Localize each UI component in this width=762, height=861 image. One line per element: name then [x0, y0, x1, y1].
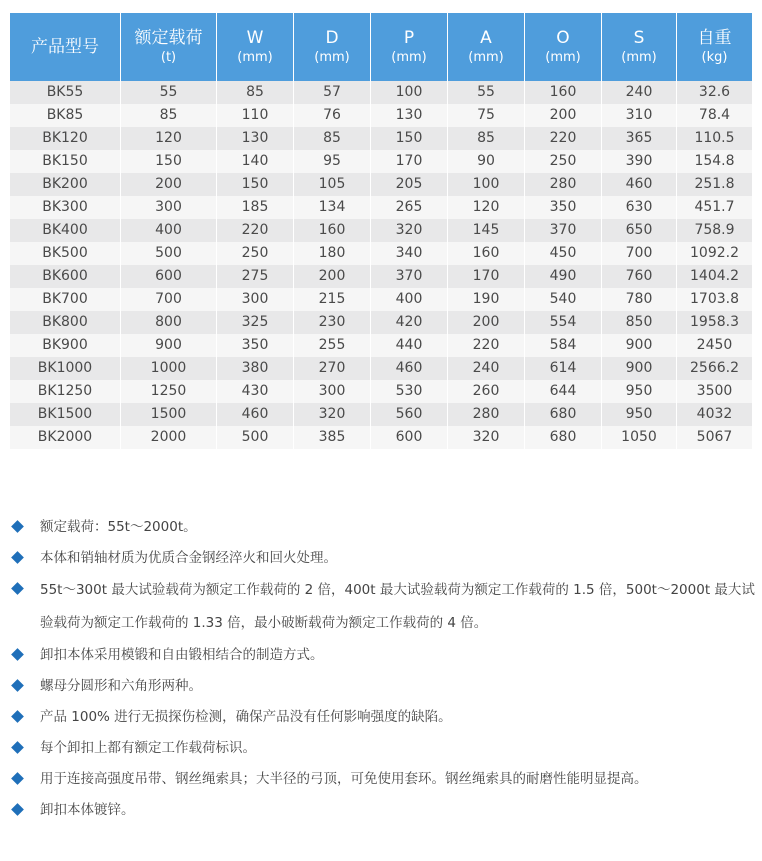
table-cell: 800: [121, 311, 217, 334]
table-cell: 1250: [121, 380, 217, 403]
table-header: [10, 13, 752, 81]
table-cell: 205: [371, 173, 448, 196]
table-row: [10, 265, 752, 288]
table-cell: 325: [217, 311, 294, 334]
table-cell: 32.6: [677, 81, 752, 104]
table-cell: 430: [217, 380, 294, 403]
table-cell: 380: [217, 357, 294, 380]
table-cell: 2450: [677, 334, 752, 357]
column-header-label: 产品型号: [31, 37, 99, 57]
table-cell: 530: [371, 380, 448, 403]
table-cell: 220: [217, 219, 294, 242]
diamond-bullet-icon: [11, 679, 24, 692]
table-cell: 950: [602, 403, 677, 426]
table-cell: 160: [448, 242, 525, 265]
table-row: [10, 311, 752, 334]
table-cell: 900: [121, 334, 217, 357]
table-cell: 215: [294, 288, 371, 311]
table-cell: 200: [448, 311, 525, 334]
model-cell: BK1250: [10, 380, 121, 403]
table-cell: 320: [371, 219, 448, 242]
table-cell: 130: [371, 104, 448, 127]
table-cell: 680: [525, 403, 602, 426]
table-cell: 554: [525, 311, 602, 334]
table-cell: 300: [294, 380, 371, 403]
note-item: [10, 764, 755, 795]
feature-notes: [10, 512, 755, 826]
table-row: [10, 242, 752, 265]
model-cell: BK400: [10, 219, 121, 242]
table-cell: 300: [217, 288, 294, 311]
table-cell: 230: [294, 311, 371, 334]
column-header: [602, 13, 677, 81]
table-cell: 240: [448, 357, 525, 380]
table-cell: 150: [121, 150, 217, 173]
note-item: [10, 543, 755, 574]
table-cell: 1500: [121, 403, 217, 426]
table-cell: 460: [371, 357, 448, 380]
diamond-bullet-icon: [11, 741, 24, 754]
table-cell: 190: [448, 288, 525, 311]
table-cell: 320: [448, 426, 525, 449]
table-cell: 160: [294, 219, 371, 242]
header-row: [10, 13, 752, 81]
note-item: [10, 795, 755, 826]
table-cell: 584: [525, 334, 602, 357]
table-cell: 275: [217, 265, 294, 288]
table-cell: 630: [602, 196, 677, 219]
column-header-label: O: [556, 28, 570, 48]
table-cell: 280: [448, 403, 525, 426]
model-cell: BK300: [10, 196, 121, 219]
table-cell: 400: [121, 219, 217, 242]
table-cell: 1404.2: [677, 265, 752, 288]
note-text: 额定载荷：55t～2000t。: [40, 519, 197, 535]
column-header: [217, 13, 294, 81]
table-cell: 440: [371, 334, 448, 357]
model-cell: BK800: [10, 311, 121, 334]
table-cell: 85: [448, 127, 525, 150]
table-row: [10, 173, 752, 196]
table-cell: 700: [602, 242, 677, 265]
table-cell: 100: [371, 81, 448, 104]
model-cell: BK500: [10, 242, 121, 265]
note-text: 卸扣本体采用模锻和自由锻相结合的制造方式。: [40, 647, 324, 663]
table-cell: 350: [217, 334, 294, 357]
column-header-unit: (mm): [237, 50, 273, 65]
table-cell: 1000: [121, 357, 217, 380]
column-header: [525, 13, 602, 81]
table-cell: 251.8: [677, 173, 752, 196]
table-cell: 680: [525, 426, 602, 449]
table-cell: 180: [294, 242, 371, 265]
model-cell: BK150: [10, 150, 121, 173]
table-cell: 600: [121, 265, 217, 288]
column-header-label: 额定载荷: [134, 28, 203, 48]
table-cell: 780: [602, 288, 677, 311]
model-cell: BK900: [10, 334, 121, 357]
column-header-unit: (mm): [621, 50, 657, 65]
table-cell: 55: [448, 81, 525, 104]
table-cell: 365: [602, 127, 677, 150]
table-row: [10, 81, 752, 104]
table-cell: 850: [602, 311, 677, 334]
table-cell: 250: [525, 150, 602, 173]
table-row: [10, 334, 752, 357]
table-cell: 145: [448, 219, 525, 242]
table-cell: 5067: [677, 426, 752, 449]
table-cell: 100: [448, 173, 525, 196]
table-row: [10, 357, 752, 380]
table-cell: 260: [448, 380, 525, 403]
table-cell: 255: [294, 334, 371, 357]
table-cell: 451.7: [677, 196, 752, 219]
model-cell: BK120: [10, 127, 121, 150]
column-header: [448, 13, 525, 81]
table-cell: 490: [525, 265, 602, 288]
note-text: 每个卸扣上都有额定工作载荷标识。: [40, 740, 256, 756]
table-row: [10, 104, 752, 127]
table-cell: 140: [217, 150, 294, 173]
table-cell: 55: [121, 81, 217, 104]
table-cell: 370: [525, 219, 602, 242]
table-cell: 160: [525, 81, 602, 104]
table-cell: 1050: [602, 426, 677, 449]
table-row: [10, 380, 752, 403]
table-cell: 370: [371, 265, 448, 288]
column-header-unit: (t): [160, 50, 177, 65]
model-cell: BK1000: [10, 357, 121, 380]
model-cell: BK600: [10, 265, 121, 288]
table-cell: 220: [525, 127, 602, 150]
table-row: [10, 196, 752, 219]
table-cell: 85: [217, 81, 294, 104]
table-cell: 57: [294, 81, 371, 104]
table-cell: 760: [602, 265, 677, 288]
note-text: 本体和销轴材质为优质合金钢经淬火和回火处理。: [40, 550, 337, 566]
table-cell: 85: [294, 127, 371, 150]
table-cell: 400: [371, 288, 448, 311]
table-cell: 450: [525, 242, 602, 265]
table-cell: 900: [602, 357, 677, 380]
model-cell: BK55: [10, 81, 121, 104]
note-text: 卸扣本体镀锌。: [40, 802, 135, 818]
table-cell: 185: [217, 196, 294, 219]
table-cell: 700: [121, 288, 217, 311]
table-cell: 154.8: [677, 150, 752, 173]
table-row: [10, 219, 752, 242]
table-cell: 950: [602, 380, 677, 403]
note-item: [10, 574, 755, 640]
column-header-label: A: [480, 28, 492, 48]
table-row: [10, 426, 752, 449]
model-cell: BK2000: [10, 426, 121, 449]
table-cell: 758.9: [677, 219, 752, 242]
note-text: 螺母分圆形和六角形两种。: [40, 678, 202, 694]
table-cell: 76: [294, 104, 371, 127]
column-header-unit: (mm): [468, 50, 504, 65]
table-cell: 240: [602, 81, 677, 104]
diamond-bullet-icon: [11, 648, 24, 661]
table-cell: 170: [371, 150, 448, 173]
column-header-label: S: [633, 28, 645, 48]
note-text: 产品 100% 进行无损探伤检测，确保产品没有任何影响强度的缺陷。: [40, 709, 452, 725]
table-cell: 90: [448, 150, 525, 173]
note-item: [10, 733, 755, 764]
model-cell: BK200: [10, 173, 121, 196]
column-header-label: D: [325, 28, 339, 48]
table-cell: 340: [371, 242, 448, 265]
table-cell: 900: [602, 334, 677, 357]
table-cell: 4032: [677, 403, 752, 426]
table-cell: 350: [525, 196, 602, 219]
table-cell: 1703.8: [677, 288, 752, 311]
table-body: [10, 81, 752, 449]
note-item: [10, 512, 755, 543]
table-cell: 3500: [677, 380, 752, 403]
table-cell: 250: [217, 242, 294, 265]
table-cell: 2566.2: [677, 357, 752, 380]
table-cell: 200: [121, 173, 217, 196]
column-header-unit: (mm): [314, 50, 350, 65]
table-cell: 385: [294, 426, 371, 449]
table-cell: 320: [294, 403, 371, 426]
table-cell: 265: [371, 196, 448, 219]
table-row: [10, 288, 752, 311]
table-cell: 110: [217, 104, 294, 127]
table-cell: 420: [371, 311, 448, 334]
table-cell: 120: [448, 196, 525, 219]
model-cell: BK700: [10, 288, 121, 311]
table-cell: 170: [448, 265, 525, 288]
column-header: [10, 13, 121, 81]
diamond-bullet-icon: [11, 803, 24, 816]
table-cell: 200: [294, 265, 371, 288]
column-header: [294, 13, 371, 81]
table-cell: 614: [525, 357, 602, 380]
model-cell: BK1500: [10, 403, 121, 426]
diamond-bullet-icon: [11, 710, 24, 723]
table-cell: 500: [121, 242, 217, 265]
table-cell: 390: [602, 150, 677, 173]
table-cell: 460: [217, 403, 294, 426]
table-cell: 134: [294, 196, 371, 219]
table-cell: 150: [217, 173, 294, 196]
table-cell: 600: [371, 426, 448, 449]
table-cell: 150: [371, 127, 448, 150]
table-cell: 200: [525, 104, 602, 127]
note-item: [10, 702, 755, 733]
table-cell: 110.5: [677, 127, 752, 150]
table-cell: 650: [602, 219, 677, 242]
table-cell: 310: [602, 104, 677, 127]
note-text: 55t～300t 最大试验载荷为额定工作载荷的 2 倍，400t 最大试验载荷为额定工作载荷的 1.5 倍，500t～2000t 最大试验载荷为额定工作载荷的 1.33 倍，最小破断载荷为额定工作载荷的 4 倍。: [40, 582, 755, 631]
table-cell: 130: [217, 127, 294, 150]
table-cell: 1092.2: [677, 242, 752, 265]
table-cell: 85: [121, 104, 217, 127]
column-header-unit: (mm): [391, 50, 427, 65]
table-cell: 644: [525, 380, 602, 403]
table-cell: 270: [294, 357, 371, 380]
model-cell: BK85: [10, 104, 121, 127]
spec-table: [10, 13, 752, 449]
table-cell: 560: [371, 403, 448, 426]
column-header-label: P: [403, 28, 415, 48]
table-row: [10, 150, 752, 173]
column-header-label: W: [246, 28, 264, 48]
table-cell: 95: [294, 150, 371, 173]
column-header: [371, 13, 448, 81]
table-cell: 540: [525, 288, 602, 311]
column-header-unit: (mm): [545, 50, 581, 65]
column-header: [677, 13, 752, 81]
column-header: [121, 13, 217, 81]
table-cell: 75: [448, 104, 525, 127]
diamond-bullet-icon: [11, 551, 24, 564]
table-cell: 280: [525, 173, 602, 196]
table-cell: 105: [294, 173, 371, 196]
note-item: [10, 640, 755, 671]
column-header-label: 自重: [697, 28, 732, 48]
table-cell: 2000: [121, 426, 217, 449]
table-cell: 78.4: [677, 104, 752, 127]
table-row: [10, 127, 752, 150]
table-cell: 220: [448, 334, 525, 357]
diamond-bullet-icon: [11, 772, 24, 785]
diamond-bullet-icon: [11, 520, 24, 533]
table-cell: 120: [121, 127, 217, 150]
note-item: [10, 671, 755, 702]
note-text: 用于连接高强度吊带、钢丝绳索具；大半径的弓顶，可免使用套环。钢丝绳索具的耐磨性能明显提高。: [40, 771, 648, 787]
table-cell: 300: [121, 196, 217, 219]
diamond-bullet-icon: [11, 582, 24, 595]
table-cell: 500: [217, 426, 294, 449]
column-header-unit: (kg): [701, 50, 728, 65]
table-row: [10, 403, 752, 426]
table-cell: 460: [602, 173, 677, 196]
table-cell: 1958.3: [677, 311, 752, 334]
